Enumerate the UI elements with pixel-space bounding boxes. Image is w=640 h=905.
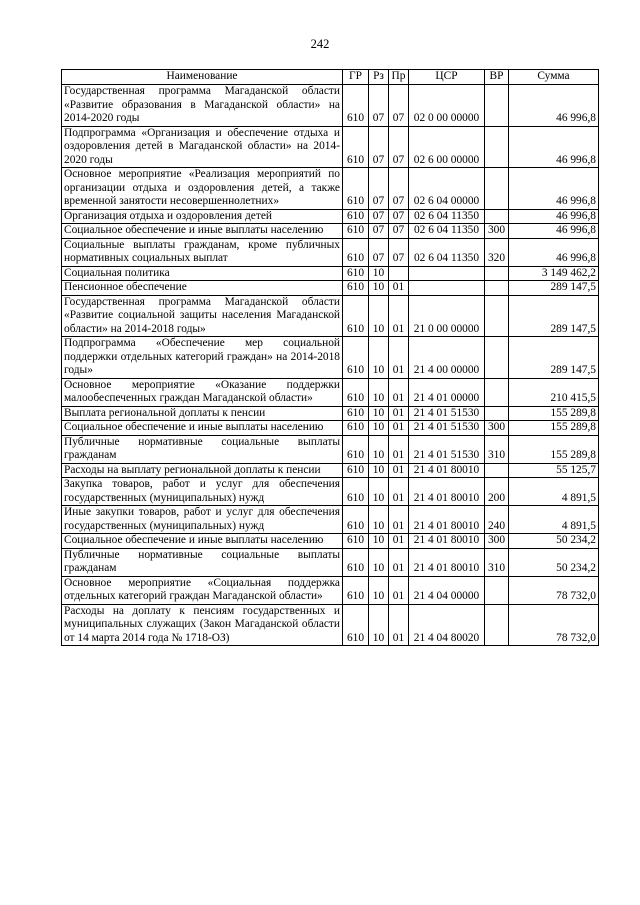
row-vr-cell bbox=[485, 295, 509, 337]
row-sum-cell: 289 147,5 bbox=[509, 295, 599, 337]
row-rz-cell: 10 bbox=[369, 266, 389, 281]
row-pr-cell: 01 bbox=[389, 604, 409, 646]
row-sum-cell: 4 891,5 bbox=[509, 506, 599, 534]
row-pr-cell: 07 bbox=[389, 209, 409, 224]
table-row bbox=[62, 209, 599, 224]
row-name-cell: Расходы на выплату региональной доплаты к пенсии bbox=[62, 463, 343, 478]
row-gr-cell: 610 bbox=[343, 209, 369, 224]
row-csr-cell: 02 6 04 11350 bbox=[409, 209, 485, 224]
row-rz-cell: 10 bbox=[369, 576, 389, 604]
row-gr-cell: 610 bbox=[343, 604, 369, 646]
row-pr-cell: 01 bbox=[389, 576, 409, 604]
budget-table bbox=[61, 69, 599, 646]
row-sum-cell: 50 234,2 bbox=[509, 534, 599, 549]
row-vr-cell bbox=[485, 378, 509, 406]
row-gr-cell: 610 bbox=[343, 295, 369, 337]
row-sum-cell: 3 149 462,2 bbox=[509, 266, 599, 281]
row-name-cell: Основное мероприятие «Оказание поддержки малообеспеченных граждан Магаданской области» bbox=[62, 378, 343, 406]
row-csr-cell: 21 4 01 00000 bbox=[409, 378, 485, 406]
row-gr-cell: 610 bbox=[343, 378, 369, 406]
row-csr-cell: 02 6 00 00000 bbox=[409, 126, 485, 168]
row-vr-cell bbox=[485, 281, 509, 296]
row-name-cell: Социальные выплаты гражданам, кроме публичных нормативных социальных выплат bbox=[62, 238, 343, 266]
row-vr-cell bbox=[485, 266, 509, 281]
row-name-cell: Социальное обеспечение и иные выплаты населению bbox=[62, 224, 343, 239]
row-gr-cell: 610 bbox=[343, 337, 369, 379]
row-rz-cell: 10 bbox=[369, 506, 389, 534]
row-sum-cell: 50 234,2 bbox=[509, 548, 599, 576]
row-gr-cell: 610 bbox=[343, 266, 369, 281]
row-csr-cell: 21 4 01 51530 bbox=[409, 435, 485, 463]
table-row bbox=[62, 421, 599, 436]
row-rz-cell: 10 bbox=[369, 435, 389, 463]
col-name-header: Наименование bbox=[62, 70, 343, 85]
row-csr-cell: 21 4 04 00000 bbox=[409, 576, 485, 604]
table-row bbox=[62, 435, 599, 463]
row-name-cell: Государственная программа Магаданской области «Развитие образования в Магаданской области» на 2014-2020 годы bbox=[62, 85, 343, 127]
table-header bbox=[62, 70, 599, 85]
row-sum-cell: 155 289,8 bbox=[509, 406, 599, 421]
row-rz-cell: 10 bbox=[369, 281, 389, 296]
row-csr-cell: 21 4 01 80010 bbox=[409, 463, 485, 478]
row-gr-cell: 610 bbox=[343, 85, 369, 127]
row-pr-cell: 01 bbox=[389, 378, 409, 406]
row-pr-cell: 01 bbox=[389, 478, 409, 506]
header-row bbox=[62, 70, 599, 85]
row-sum-cell: 46 996,8 bbox=[509, 85, 599, 127]
row-name-cell: Публичные нормативные социальные выплаты гражданам bbox=[62, 435, 343, 463]
table-row bbox=[62, 406, 599, 421]
row-sum-cell: 210 415,5 bbox=[509, 378, 599, 406]
row-csr-cell bbox=[409, 266, 485, 281]
row-sum-cell: 46 996,8 bbox=[509, 209, 599, 224]
row-pr-cell: 01 bbox=[389, 506, 409, 534]
row-rz-cell: 10 bbox=[369, 534, 389, 549]
row-name-cell: Публичные нормативные социальные выплаты гражданам bbox=[62, 548, 343, 576]
row-vr-cell: 310 bbox=[485, 548, 509, 576]
row-gr-cell: 610 bbox=[343, 463, 369, 478]
table-row bbox=[62, 266, 599, 281]
row-gr-cell: 610 bbox=[343, 224, 369, 239]
col-rz-header: Рз bbox=[369, 70, 389, 85]
row-pr-cell bbox=[389, 266, 409, 281]
table-row bbox=[62, 378, 599, 406]
row-gr-cell: 610 bbox=[343, 281, 369, 296]
table-body bbox=[62, 85, 599, 646]
row-rz-cell: 10 bbox=[369, 337, 389, 379]
row-sum-cell: 55 125,7 bbox=[509, 463, 599, 478]
row-name-cell: Государственная программа Магаданской области «Развитие социальной защиты населения Магаданской области» на 2014-2018 годы» bbox=[62, 295, 343, 337]
row-gr-cell: 610 bbox=[343, 238, 369, 266]
row-vr-cell bbox=[485, 463, 509, 478]
row-csr-cell: 21 0 00 00000 bbox=[409, 295, 485, 337]
row-gr-cell: 610 bbox=[343, 534, 369, 549]
row-pr-cell: 07 bbox=[389, 168, 409, 210]
row-name-cell: Расходы на доплату к пенсиям государственных и муниципальных служащих (Закон Магаданской области от 14 марта 2014 года № 1718-ОЗ) bbox=[62, 604, 343, 646]
row-name-cell: Выплата региональной доплаты к пенсии bbox=[62, 406, 343, 421]
table-row bbox=[62, 224, 599, 239]
row-pr-cell: 01 bbox=[389, 548, 409, 576]
row-rz-cell: 07 bbox=[369, 85, 389, 127]
row-rz-cell: 10 bbox=[369, 406, 389, 421]
row-pr-cell: 01 bbox=[389, 435, 409, 463]
row-vr-cell: 200 bbox=[485, 478, 509, 506]
row-pr-cell: 01 bbox=[389, 534, 409, 549]
table-row bbox=[62, 478, 599, 506]
row-name-cell: Социальное обеспечение и иные выплаты населению bbox=[62, 421, 343, 436]
table-row bbox=[62, 534, 599, 549]
table-row bbox=[62, 85, 599, 127]
row-sum-cell: 4 891,5 bbox=[509, 478, 599, 506]
col-sum-header: Сумма bbox=[509, 70, 599, 85]
row-rz-cell: 10 bbox=[369, 295, 389, 337]
row-sum-cell: 289 147,5 bbox=[509, 337, 599, 379]
row-vr-cell bbox=[485, 168, 509, 210]
row-name-cell: Основное мероприятие «Реализация мероприятий по организации отдыха и оздоровления детей, а также временной занятости несовершеннолетних» bbox=[62, 168, 343, 210]
row-gr-cell: 610 bbox=[343, 506, 369, 534]
row-pr-cell: 01 bbox=[389, 463, 409, 478]
row-vr-cell: 310 bbox=[485, 435, 509, 463]
row-pr-cell: 01 bbox=[389, 421, 409, 436]
row-vr-cell bbox=[485, 209, 509, 224]
row-name-cell: Закупка товаров, работ и услуг для обеспечения государственных (муниципальных) нужд bbox=[62, 478, 343, 506]
table-row bbox=[62, 337, 599, 379]
row-name-cell: Организация отдыха и оздоровления детей bbox=[62, 209, 343, 224]
row-csr-cell: 21 4 01 80010 bbox=[409, 534, 485, 549]
col-gr-header: ГР bbox=[343, 70, 369, 85]
table-row bbox=[62, 604, 599, 646]
row-csr-cell: 02 6 04 00000 bbox=[409, 168, 485, 210]
row-pr-cell: 01 bbox=[389, 281, 409, 296]
row-gr-cell: 610 bbox=[343, 576, 369, 604]
row-pr-cell: 07 bbox=[389, 85, 409, 127]
row-name-cell: Социальная политика bbox=[62, 266, 343, 281]
row-pr-cell: 01 bbox=[389, 337, 409, 379]
col-pr-header: Пр bbox=[389, 70, 409, 85]
table-row bbox=[62, 506, 599, 534]
row-rz-cell: 07 bbox=[369, 126, 389, 168]
row-sum-cell: 46 996,8 bbox=[509, 168, 599, 210]
row-rz-cell: 10 bbox=[369, 463, 389, 478]
table-row bbox=[62, 548, 599, 576]
row-rz-cell: 10 bbox=[369, 378, 389, 406]
row-sum-cell: 155 289,8 bbox=[509, 421, 599, 436]
row-sum-cell: 46 996,8 bbox=[509, 224, 599, 239]
row-csr-cell: 21 4 04 80020 bbox=[409, 604, 485, 646]
row-pr-cell: 07 bbox=[389, 224, 409, 239]
row-pr-cell: 07 bbox=[389, 126, 409, 168]
row-name-cell: Социальное обеспечение и иные выплаты населению bbox=[62, 534, 343, 549]
row-sum-cell: 78 732,0 bbox=[509, 604, 599, 646]
row-sum-cell: 46 996,8 bbox=[509, 126, 599, 168]
row-sum-cell: 46 996,8 bbox=[509, 238, 599, 266]
row-rz-cell: 07 bbox=[369, 238, 389, 266]
page-number: 242 bbox=[310, 37, 330, 51]
col-csr-header: ЦСР bbox=[409, 70, 485, 85]
row-gr-cell: 610 bbox=[343, 126, 369, 168]
row-vr-cell bbox=[485, 337, 509, 379]
row-name-cell: Основное мероприятие «Социальная поддержка отдельных категорий граждан Магаданской области» bbox=[62, 576, 343, 604]
table-row bbox=[62, 238, 599, 266]
row-name-cell: Подпрограмма «Организация и обеспечение отдыха и оздоровления детей в Магаданской области» на 2014-2020 годы bbox=[62, 126, 343, 168]
row-csr-cell: 21 4 01 80010 bbox=[409, 478, 485, 506]
row-rz-cell: 10 bbox=[369, 421, 389, 436]
row-vr-cell: 300 bbox=[485, 534, 509, 549]
row-vr-cell: 300 bbox=[485, 421, 509, 436]
row-vr-cell: 300 bbox=[485, 224, 509, 239]
row-pr-cell: 01 bbox=[389, 406, 409, 421]
row-vr-cell bbox=[485, 85, 509, 127]
row-sum-cell: 78 732,0 bbox=[509, 576, 599, 604]
row-gr-cell: 610 bbox=[343, 478, 369, 506]
row-name-cell: Пенсионное обеспечение bbox=[62, 281, 343, 296]
row-rz-cell: 10 bbox=[369, 604, 389, 646]
row-csr-cell: 21 4 00 00000 bbox=[409, 337, 485, 379]
row-name-cell: Иные закупки товаров, работ и услуг для обеспечения государственных (муниципальных) нужд bbox=[62, 506, 343, 534]
row-rz-cell: 07 bbox=[369, 168, 389, 210]
row-gr-cell: 610 bbox=[343, 168, 369, 210]
row-vr-cell bbox=[485, 126, 509, 168]
table-row bbox=[62, 463, 599, 478]
table-row bbox=[62, 168, 599, 210]
row-gr-cell: 610 bbox=[343, 406, 369, 421]
col-vr-header: ВР bbox=[485, 70, 509, 85]
table-row bbox=[62, 576, 599, 604]
row-rz-cell: 10 bbox=[369, 548, 389, 576]
row-csr-cell: 02 6 04 11350 bbox=[409, 238, 485, 266]
table-row bbox=[62, 126, 599, 168]
row-vr-cell bbox=[485, 406, 509, 421]
row-vr-cell: 240 bbox=[485, 506, 509, 534]
row-gr-cell: 610 bbox=[343, 421, 369, 436]
row-csr-cell: 21 4 01 51530 bbox=[409, 406, 485, 421]
row-pr-cell: 07 bbox=[389, 238, 409, 266]
row-csr-cell: 21 4 01 51530 bbox=[409, 421, 485, 436]
row-pr-cell: 01 bbox=[389, 295, 409, 337]
row-csr-cell bbox=[409, 281, 485, 296]
row-gr-cell: 610 bbox=[343, 435, 369, 463]
row-vr-cell: 320 bbox=[485, 238, 509, 266]
row-rz-cell: 07 bbox=[369, 224, 389, 239]
row-vr-cell bbox=[485, 576, 509, 604]
row-rz-cell: 07 bbox=[369, 209, 389, 224]
row-csr-cell: 02 0 00 00000 bbox=[409, 85, 485, 127]
row-vr-cell bbox=[485, 604, 509, 646]
row-sum-cell: 289 147,5 bbox=[509, 281, 599, 296]
row-sum-cell: 155 289,8 bbox=[509, 435, 599, 463]
row-csr-cell: 21 4 01 80010 bbox=[409, 506, 485, 534]
table-row bbox=[62, 295, 599, 337]
row-csr-cell: 02 6 04 11350 bbox=[409, 224, 485, 239]
row-gr-cell: 610 bbox=[343, 548, 369, 576]
table-row bbox=[62, 281, 599, 296]
row-csr-cell: 21 4 01 80010 bbox=[409, 548, 485, 576]
row-name-cell: Подпрограмма «Обеспечение мер социальной поддержки отдельных категорий граждан» на 2014-2018 годы» bbox=[62, 337, 343, 379]
row-rz-cell: 10 bbox=[369, 478, 389, 506]
